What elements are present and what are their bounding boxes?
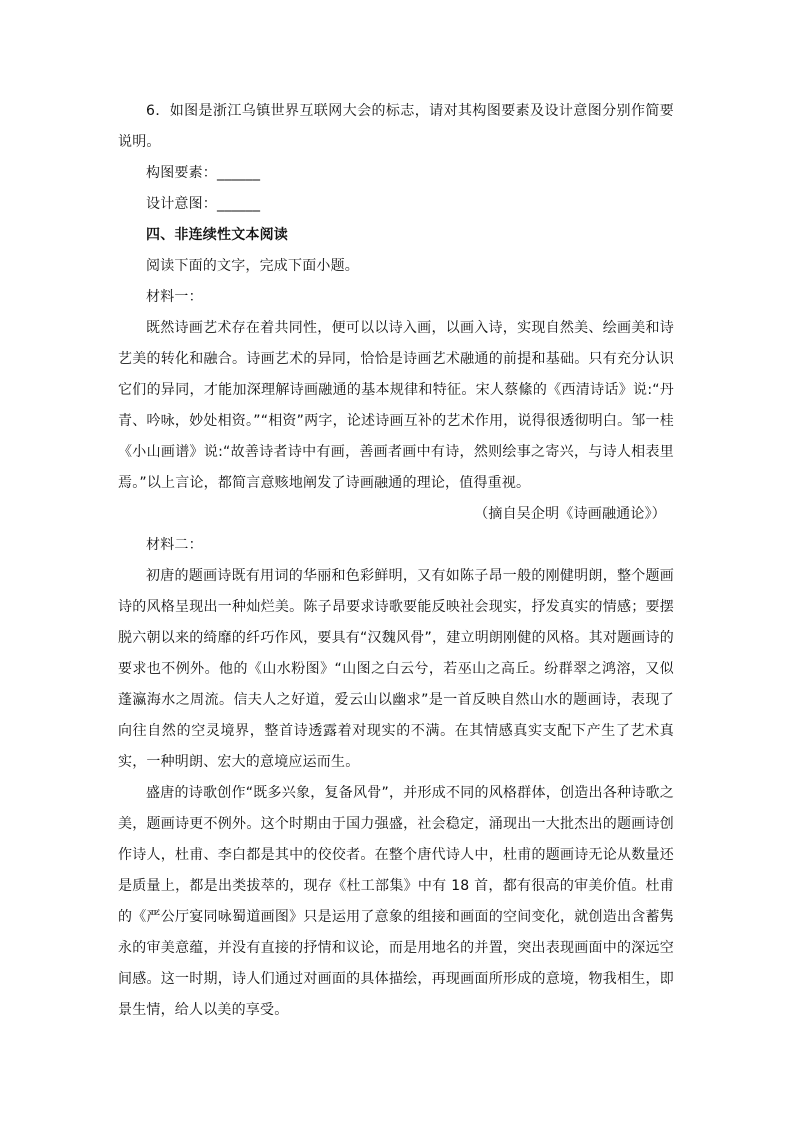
design-intent-blank: ______ — [217, 196, 261, 212]
material-1-body: 既然诗画艺术存在着共同性，便可以以诗入画，以画入诗，实现自然美、绘画美和诗艺美的转化和融合。诗画艺术的异同，恰恰是诗画艺术融通的前提和基础。只有充分认识它们的异同，才能加深理解诗画融通的基本规律和特征。宋人蔡絛的《西清诗话》说:“丹青、吟咏，妙处相资。”“相资”两字，论述诗画互补的艺术作用，说得很透彻明白。邹一桂《小山画谱》说:“故善诗者诗中有画，善画者画中有诗，然则绘事之寄兴，与诗人相表里焉。”以上言论，都简言意赅地阐发了诗画融通的理论，值得重视。 — [118, 320, 674, 491]
composition-elements-label: 构图要素： — [146, 165, 217, 181]
material-2-paragraph-2: 盛唐的诗歌创作“既多兴象，复备风骨”，并形成不同的风格群体，创造出各种诗歌之美，题画诗更不例外。这个时期由于国力强盛，社会稳定，涌现出一大批杰出的题画诗创作诗人，杜甫、李白都是其中的佼佼者。在整个唐代诗人中，杜甫的题画诗无论从数量还是质量上，都是出类拔萃的，现存《杜工部集》中有 18 首，都有很高的审美价值。杜甫的《严公厅宴同咏蜀道画图》只是运用了意象的组接和画面的空间变化，就创造出含蓄隽永的审美意蕴，并没有直接的抒情和议论，而是用地名的并置，突出表现画面中的深远空间感。这一时期，诗人们通过对画面的具体描绘，再现画面所形成的意境，物我相生，即景生情，给人以美的享受。 — [118, 785, 674, 1018]
document-body — [118, 96, 674, 1026]
reading-instruction: 阅读下面的文字，完成下面小题。 — [146, 258, 359, 274]
material-2-label: 材料二： — [146, 537, 203, 553]
section-heading: 四、非连续性文本阅读 — [146, 227, 288, 243]
material-1-source: （摘自吴企明《诗画融通论》） — [474, 506, 666, 522]
material-2-paragraph-1: 初唐的题画诗既有用词的华丽和色彩鲜明，又有如陈子昂一般的刚健明朗，整个题画诗的风格呈现出一种灿烂美。陈子昂要求诗歌要能反映社会现实，抒发真实的情感；要摆脱六朝以来的绮靡的纤巧作风，要具有“汉魏风骨”，建立明朗刚健的风格。其对题画诗的要求也不例外。他的《山水粉图》“山图之白云兮，若巫山之高丘。纷群翠之鸿溶，又似蓬瀛海水之周流。信夫人之好道，爱云山以幽求”是一首反映自然山水的题画诗，表现了向往自然的空灵境界，整首诗透露着对现实的不满。在其情感真实支配下产生了艺术真实，一种明朗、宏大的意境应运而生。 — [118, 568, 674, 770]
design-intent-label: 设计意图： — [146, 196, 217, 212]
composition-elements-blank: ______ — [217, 165, 261, 181]
composition-elements-line — [118, 158, 674, 189]
material-1-label: 材料一： — [146, 289, 203, 305]
design-intent-line — [118, 189, 674, 220]
question-6-stem: 6．如图是浙江乌镇世界互联网大会的标志，请对其构图要素及设计意图分别作简要说明。 — [118, 103, 674, 150]
